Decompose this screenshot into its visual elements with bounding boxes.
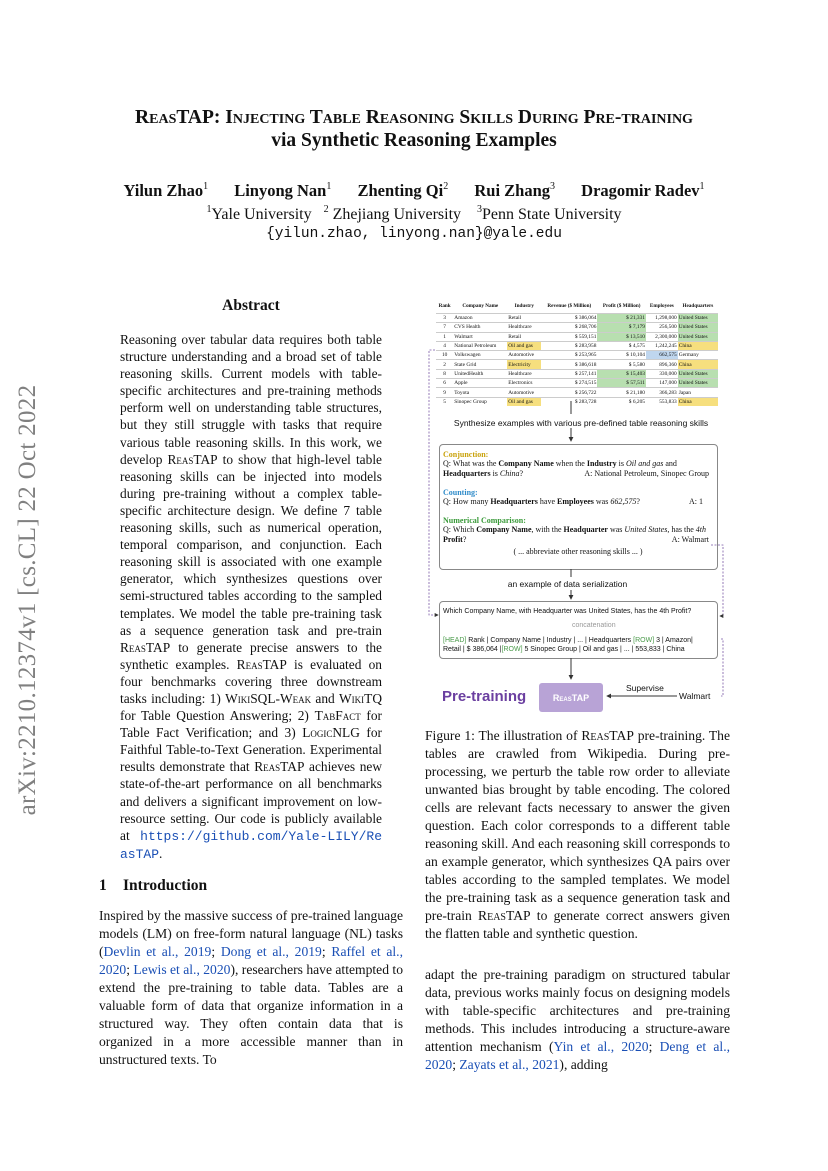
figure-table-cell: Volkswagen bbox=[454, 352, 481, 359]
title-line-2: via Synthetic Reasoning Examples bbox=[271, 130, 557, 151]
figure-table-cell: 6 bbox=[443, 380, 446, 387]
figure-table-cell: $ 13,510 bbox=[597, 332, 646, 341]
figure-table-cell: Electricity bbox=[507, 360, 541, 369]
author: Rui Zhang$^3$ bbox=[474, 181, 556, 200]
figure-connectors bbox=[425, 293, 730, 718]
figure-table-cell: $ 6,205 bbox=[628, 398, 645, 405]
affiliation: $^1$Yale University bbox=[206, 204, 312, 223]
figure-table-cell: Apple bbox=[454, 380, 468, 387]
serialized-question: Which Company Name, with Headquarter was United States, has the 4th Profit? bbox=[443, 608, 692, 615]
right-column-body: adapt the pre-training paradigm on structured tabular data, previous works mainly focus on designing models with table-specific architectures and pre-training methods. This includes introducing a structure-aware attention mechanism (Yin et al., 2020; Deng et al., 2020; Zayats et al., 2021), adding bbox=[425, 967, 730, 1072]
figure-table-cell: $ 268,706 bbox=[574, 324, 597, 331]
pretraining-label: Pre-training bbox=[442, 688, 527, 705]
citation-link[interactable]: Yin et al., 2020 bbox=[553, 1039, 649, 1054]
figure-table-cell: UnitedHealth bbox=[454, 370, 484, 377]
figure-table-cell: 1,242,245 bbox=[655, 343, 677, 350]
figure-table-cell: 662,575 bbox=[646, 351, 678, 360]
title-line-1: ReasTAP: Injecting Table Reasoning Skills During Pre-training bbox=[135, 107, 693, 128]
figure-table-cell: National Petroleum bbox=[454, 343, 497, 350]
author: Yilun Zhao$^1$ bbox=[123, 181, 209, 200]
figure-table-cell: $ 21,331 bbox=[597, 314, 646, 323]
figure-table-cell: Oil and gas bbox=[507, 341, 541, 350]
arxiv-stamp-text: arXiv:2210.12374v1 [cs.CL] 22 Oct 2022 bbox=[14, 384, 41, 816]
figure-table-cell: $ 386,618 bbox=[574, 361, 597, 368]
figure-table-cell: $ 253,965 bbox=[574, 352, 597, 359]
abstract-body: Reasoning over tabular data requires both table structure understanding and a broad set of table reasoning skills. Current models with table-specific architectures and pre-training methods perform well on understanding table structures, but they still struggle with tasks that require various table reasoning skills. In this work, we develop ReasTAP to show that high-level table reasoning skills can be injected into models during pre-training without a complex table-specific architecture design. We define 7 table reasoning skills, such as numerical operation, temporal comparison, and conjunction. Each reasoning skill is associated with one example generator, which synthesizes questions over semi-structured tables according to the sampled templates. We model the table pre-training task as a sequence generation task and pre-train ReasTAP to generate precise answers to the synthetic examples. ReasTAP is evaluated on four benchmarks covering three downstream tasks including: 1) WikiSQL-Weak and WikiTQ for Table Question Answering; 2) TabFact for Table Fact Verification; and 3) LogicNLG for Faithful Table-to-Text Generation. Experimental results demonstrate that ReasTAP achieves new state-of-the-art performance on all benchmarks and delivers a significant improvement on low-resource setting. Our code is publicly available at https://github.com/Yale-LILY/ReasTAP. bbox=[120, 332, 383, 862]
figure-table-cell: Retail bbox=[508, 333, 522, 340]
author-list bbox=[60, 181, 768, 201]
figure-table-cell: China bbox=[678, 360, 718, 369]
concatenation-label: concatenation bbox=[572, 622, 616, 629]
figure-table-cell: Sinopec Group bbox=[454, 398, 487, 405]
figure-table-cell: 7 bbox=[443, 324, 446, 331]
figure-table-cell: $ 21,180 bbox=[626, 389, 645, 396]
figure-table-cell: Electronics bbox=[508, 380, 533, 387]
figure-table-cell: Retail bbox=[508, 315, 522, 322]
figure-table-cell: Japan bbox=[678, 389, 691, 396]
figure-table-cell: Germany bbox=[678, 352, 699, 359]
citation-link[interactable]: Raffel et al., 2020 bbox=[99, 944, 403, 977]
answer-label: Walmart bbox=[679, 691, 711, 701]
figure-table-cell: Healthcare bbox=[508, 324, 532, 331]
figure-table-cell: 9 bbox=[443, 389, 446, 396]
figure-table-cell: $ 57,511 bbox=[597, 379, 646, 388]
serialization-label: an example of data serialization bbox=[507, 579, 628, 589]
figure-table-cell: $ 559,151 bbox=[574, 333, 597, 340]
figure-caption: Figure 1: The illustration of ReasTAP pre-training. The tables are crawled from Wikipedia. During pre-processing, we perturb the table row order to alleviate unwanted bias brought by table encoding. The colored cells are relevant facts necessary to answer the given question. Each color corresponds to a different table reasoning skill. And each reasoning skill corresponds to an example generator, which synthesizes QA pairs over tables according to the sampled templates. We model the pre-training task as a sequence generation task and pre-train ReasTAP to generate correct answers given the flatten table and synthetic question. bbox=[425, 728, 731, 941]
skill-counting-title: Counting: bbox=[443, 488, 478, 497]
figure-table-cell: China bbox=[678, 341, 718, 350]
intro-body: Inspired by the massive success of pre-trained language models (LM) on free-form natural language (NL) tasks (Devlin et al., 2019; Dong et al., 2019; Raffel et al., 2020; Lewis et al., 2020), researchers have attempted to extend the pre-training to table data. Tables are a valuable form of data that organize information in a structured way. They often contain data that is organized in a more accessible manner than in unstructured texts. To bbox=[99, 908, 403, 1067]
figure-table-cell: Healthcare bbox=[508, 370, 532, 377]
skill-numerical-comparison-question: Q: Which Company Name, with the Headquarter was United States, has the 4th Profit? A: Walmart bbox=[443, 525, 709, 544]
abstract-heading: Abstract bbox=[222, 297, 280, 314]
figure-table-cell: Walmart bbox=[454, 333, 473, 340]
author: Dragomir Radev$^1$ bbox=[581, 181, 705, 200]
figure-table-cell: 4 bbox=[443, 343, 446, 350]
figure-table-cell: 3 bbox=[443, 315, 446, 322]
skill-counting-question: Q: How many Headquarters have Employees was 662,575? A: 1 bbox=[443, 497, 703, 506]
skill-conjunction-question: Q: What was the Company Name when the Industry is Oil and gas and Headquarters is China? A: National Petroleum, Sinopec Group bbox=[443, 459, 709, 478]
figure-table-cell: Amazon bbox=[454, 315, 473, 322]
figure-table-cell: $ 283,728 bbox=[574, 398, 597, 405]
citation-link[interactable]: Lewis et al., 2020 bbox=[133, 962, 231, 977]
figure-table-cell: United States bbox=[678, 314, 718, 323]
synthesize-label: Synthesize examples with various pre-defined table reasoning skills bbox=[453, 418, 709, 428]
serialized-table: [HEAD] Rank | Company Name | Industry | ... | Headquarters [ROW] 3 | Amazon| Retail | $ 386,064 |[ROW] 5 Sinopec Group | Oil and gas | ... | 553,833 | China bbox=[443, 637, 693, 653]
figure-table-cell: Automotive bbox=[508, 352, 535, 359]
figure-table-cell: $ 15,403 bbox=[597, 369, 646, 378]
connector-right-answer-to-box bbox=[711, 545, 723, 616]
arxiv-stamp bbox=[6, 340, 50, 860]
figure-table-cell: Oil and gas bbox=[507, 397, 541, 406]
figure-table-cell: 330,000 bbox=[659, 370, 677, 377]
skill-numerical-comparison-title: Numerical Comparison: bbox=[443, 516, 526, 525]
figure-table-cell: 553,833 bbox=[659, 398, 677, 405]
figure-table-cell: State Grid bbox=[454, 361, 477, 368]
figure-table-cell: $ 274,515 bbox=[574, 380, 597, 387]
figure-table-cell: $ 386,064 bbox=[574, 315, 597, 322]
paper-title bbox=[60, 106, 768, 152]
figure-table-cell: United States bbox=[678, 379, 718, 388]
figure-table-cell: 147,000 bbox=[659, 380, 677, 387]
supervise-label: Supervise bbox=[626, 683, 664, 693]
figure-table-cell: $ 5,580 bbox=[628, 361, 645, 368]
figure-table-header: Rank Company Name Industry Revenue ($ Million) Profit ($ Million) Employees Headquarters bbox=[438, 302, 714, 309]
figure-table-cell: 8 bbox=[443, 370, 446, 377]
citation-link[interactable]: Deng et al., 2020 bbox=[425, 1039, 730, 1072]
author-emails[interactable]: {yilun.zhao, linyong.nan}@yale.edu bbox=[266, 226, 562, 242]
section-heading-introduction: 1 Introduction bbox=[99, 877, 208, 894]
skill-conjunction-title: Conjunction: bbox=[443, 450, 489, 459]
abbreviation-note: ( ... abbreviate other reasoning skills ... ) bbox=[513, 547, 643, 556]
affiliation-list bbox=[60, 204, 768, 224]
figure-table-cell: $ 4,575 bbox=[628, 343, 645, 350]
code-url-link[interactable]: https://github.com/Yale-LILY/ReasTAP bbox=[120, 828, 382, 862]
figure-table-cell: $ 256,722 bbox=[574, 389, 597, 396]
figure-table-cell: CVS Health bbox=[454, 324, 481, 331]
figure-table-cell: Toyota bbox=[454, 389, 470, 396]
figure-table-cell: 5 bbox=[443, 398, 446, 405]
citation-link[interactable]: Devlin et al., 2019 bbox=[103, 944, 212, 959]
figure-table-cell: United States bbox=[678, 369, 718, 378]
figure-table-cell: $ 10,104 bbox=[626, 352, 645, 359]
figure-table-cell: 10 bbox=[441, 352, 448, 359]
figure-table-cell: 2 bbox=[443, 361, 446, 368]
connector-supervise bbox=[721, 639, 723, 696]
figure-table-cell: United States bbox=[678, 323, 718, 332]
connector-left-table-to-box bbox=[429, 350, 438, 615]
reastap-model-box: ReasTAP bbox=[539, 683, 603, 712]
citation-link[interactable]: Zayats et al., 2021 bbox=[459, 1057, 560, 1072]
figure-table-cell: 1 bbox=[443, 333, 446, 340]
figure-table-cell: China bbox=[678, 397, 718, 406]
figure-table-cell: 2,300,000 bbox=[655, 333, 677, 340]
author: Linyong Nan$^1$ bbox=[234, 181, 332, 200]
figure-table-cell: 366,283 bbox=[659, 389, 677, 396]
figure-table-cell: $ 283,958 bbox=[574, 343, 597, 350]
affiliation: $^2$ Zhejiang University bbox=[323, 204, 462, 223]
figure-table-cell: 896,360 bbox=[659, 361, 677, 368]
figure-table-cell: $ 257,141 bbox=[574, 370, 597, 377]
figure-table-cell: 1,298,000 bbox=[655, 315, 677, 322]
figure-table-cell: 256,500 bbox=[659, 324, 677, 331]
affiliation: $^3$Penn State University bbox=[477, 204, 622, 223]
figure-table-cell: $ 7,179 bbox=[597, 323, 646, 332]
citation-link[interactable]: Dong et al., 2019 bbox=[220, 944, 322, 959]
figure-table-cell: United States bbox=[678, 332, 718, 341]
figure-table-cell: Automotive bbox=[508, 389, 535, 396]
author: Zhenting Qi$^2$ bbox=[357, 181, 449, 200]
